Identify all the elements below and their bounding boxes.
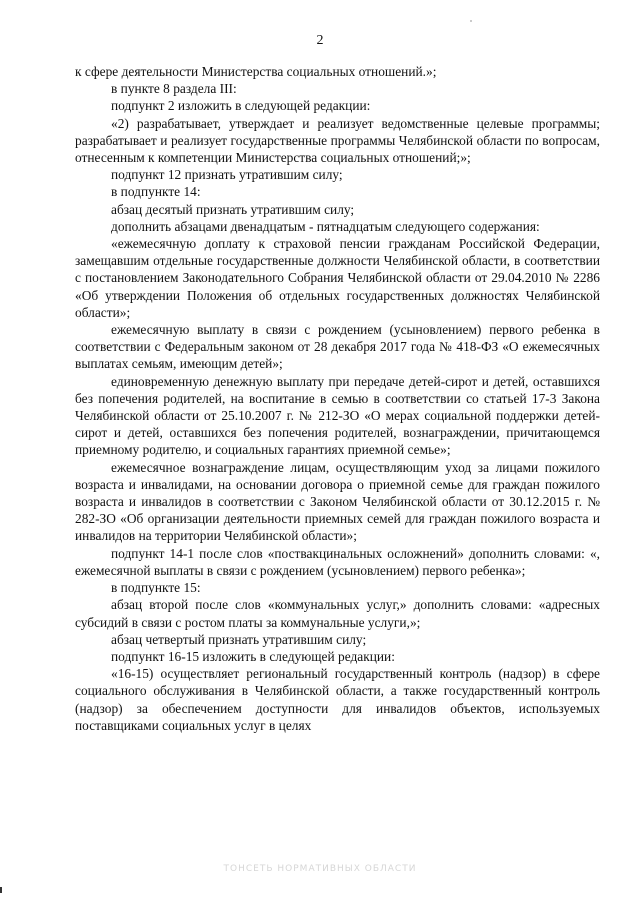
paragraph: «ежемесячную доплату к страховой пенсии гражданам Российской Федерации, замещавшим отдельные государственные должности Челябинской области, в соответствии с постановлением Законодательного Собрания Челябинской области от 29.04.2010 № 2286 «Об утверждении Положения об отдельных государственных должностях Челябинской области»; (75, 236, 600, 320)
paragraph: «2) разрабатывает, утверждает и реализует ведомственные целевые программы; разрабатывает и реализует государственные программы Челябинской области по вопросам, отнесенным к компетенции Министерства социальных отношений;»; (75, 115, 600, 166)
paragraph: абзац четвертый признать утратившим силу; (111, 631, 367, 647)
paragraph: ежемесячную выплату в связи с рождением (усыновлением) первого ребенка в соответствии с Федеральным законом от 28 декабря 2017 года № 418-ФЗ «О ежемесячных выплатах семьям, имеющим детей»; (75, 322, 600, 372)
paragraph: «16-15) осуществляет региональный государственный контроль (надзор) в сфере социального обслуживания в Челябинской области, а также государственный контроль (надзор) за обеспечением доступности для инвалидов объектов, используемых поставщиками социальных услуг в целях (75, 666, 600, 733)
document-body (75, 63, 600, 734)
footer-stamp: ТОНСЕТЬ НОРМАТИВНЫХ ОБЛАСТИ (223, 864, 417, 874)
paragraph: подпункт 2 изложить в следующей редакции: (111, 98, 371, 114)
paragraph: абзац второй после слов «коммунальных услуг,» дополнить словами: «адресных субсидий в связи с ростом платы за коммунальные услуги,»; (75, 597, 600, 630)
paragraph: в пункте 8 раздела III: (111, 81, 237, 97)
paragraph: подпункт 12 признать утратившим силу; (111, 167, 343, 183)
scan-mark (0, 887, 2, 893)
paragraph-continuation: к сфере деятельности Министерства социальных отношений.»; (75, 64, 437, 79)
paragraph: дополнить абзацами двенадцатым - пятнадцатым следующего содержания: (111, 218, 540, 234)
page-number: 2 (316, 33, 324, 48)
paragraph: абзац десятый признать утратившим силу; (111, 201, 355, 217)
paragraph: подпункт 14-1 после слов «поствакцинальных осложнений» дополнить словами: «, ежемесячной выплаты в связи с рождением (усыновлением) первого ребенка»; (75, 545, 600, 578)
paragraph: в подпункте 14: (111, 184, 201, 200)
paragraph: подпункт 16-15 изложить в следующей редакции: (111, 648, 395, 664)
paragraph: ежемесячное вознаграждение лицам, осуществляющим уход за лицами пожилого возраста и инвалидами, на основании договора о приемной семье для граждан пожилого возраста и инвалидов в соответствии с Законом Челябинской области от 30.12.2015 г. № 282-ЗО «Об организации деятельности приемных семей для граждан пожилого возраста и инвалидов на территории Челябинской области»; (75, 459, 600, 544)
scan-dot (470, 20, 472, 22)
paragraph: единовременную денежную выплату при передаче детей-сирот и детей, оставшихся без попечения родителей, на воспитание в семью в соответствии со статьей 17-3 Закона Челябинской области от 25.10.2007 г. № 212-ЗО «О мерах социальной поддержки детей-сирот и детей, оставшихся без попечения родителей, вознаграждении, причитающемся приемному родителю, и социальных гарантиях приемной семье»; (75, 373, 600, 458)
paragraph: в подпункте 15: (111, 580, 201, 596)
